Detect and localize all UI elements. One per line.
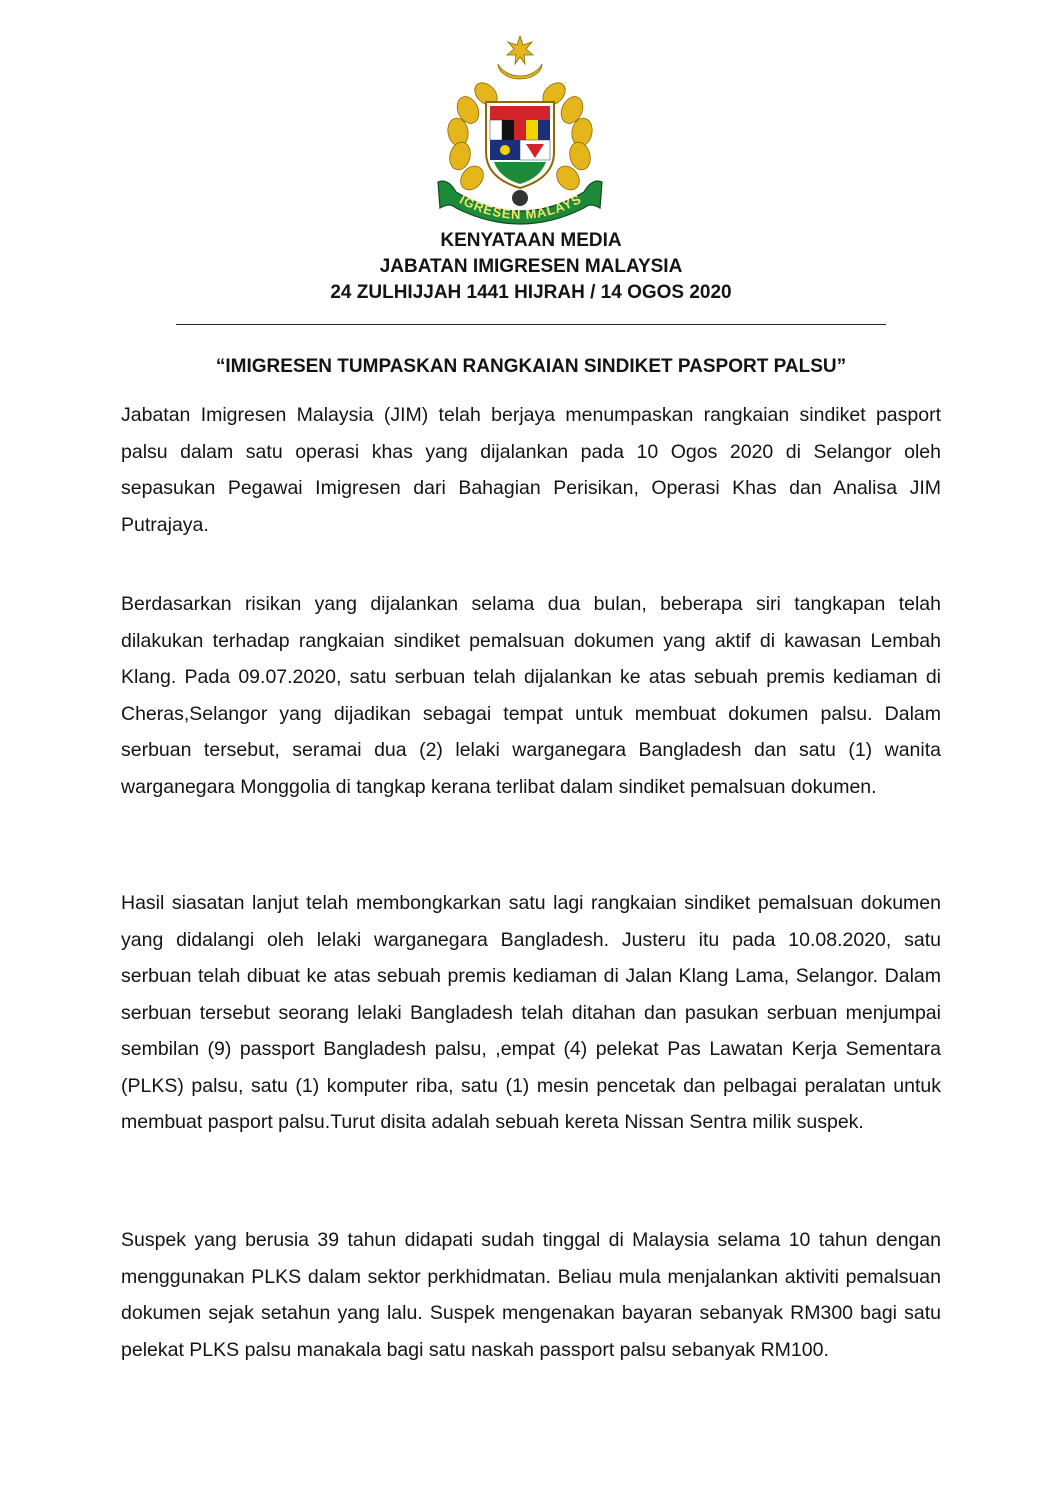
press-headline: “IMIGRESEN TUMPASKAN RANGKAIAN SINDIKET PASPORT PALSU” xyxy=(215,356,847,377)
header-title: KENYATAAN MEDIA xyxy=(440,230,622,251)
imigresen-malaysia-crest-logo xyxy=(428,32,612,232)
header-date: 24 ZULHIJJAH 1441 HIJRAH / 14 OGOS 2020 xyxy=(330,282,732,303)
header-divider xyxy=(176,324,886,325)
svg-text:IMIGRESEN MALAYSIA: IGRESEN MALAYS xyxy=(457,191,584,223)
press-header xyxy=(0,228,1062,306)
paragraph-text: Jabatan Imigresen Malaysia (JIM) telah berjaya menumpaskan rangkaian sindiket pasport palsu dalam satu operasi khas yang dijalankan pada 10 Ogos 2020 di Selangor oleh sepasukan Pegawai Imigresen dari Bahagian Perisikan, Operasi Khas dan Analisa JIM Putrajaya. xyxy=(121,404,941,536)
paragraph-text: Suspek yang berusia 39 tahun didapati sudah tinggal di Malaysia selama 10 tahun dengan menggunakan PLKS dalam sektor perkhidmatan. Beliau mula menjalankan aktiviti pemalsuan dokumen sejak setahun yang lalu. Suspek mengenakan bayaran sebanyak RM300 bagi satu pelekat PLKS palsu manakala bagi satu naskah passport palsu sebanyak RM100. xyxy=(121,1229,941,1361)
paragraph-text: Berdasarkan risikan yang dijalankan selama dua bulan, beberapa siri tangkapan telah dilakukan terhadap rangkaian sindiket pemalsuan dokumen yang aktif di kawasan Lembah Klang. Pada 09.07.2020, satu serbuan telah dijalankan ke atas sebuah premis kediaman di Cheras,Selangor yang dijadikan sebagai tempat untuk membuat dokumen palsu. Dalam serbuan tersebut, seramai dua (2) lelaki warganegara Bangladesh dan satu (1) wanita warganegara Monggolia di tangkap kerana terlibat dalam sindiket pemalsuan dokumen. xyxy=(121,593,941,798)
paragraph-text: Hasil siasatan lanjut telah membongkarkan satu lagi rangkaian sindiket pemalsuan dokumen yang didalangi oleh lelaki warganegara Bangladesh. Justeru itu pada 10.08.2020, satu serbuan telah dibuat ke atas sebuah premis kediaman di Jalan Klang Lama, Selangor. Dalam serbuan tersebut seorang lelaki Bangladesh telah ditahan dan pasukan serbuan menjumpai sembilan (9) passport Bangladesh palsu, ,empat (4) pelekat Pas Lawatan Kerja Sementara (PLKS) palsu, satu (1) komputer riba, satu (1) mesin pencetak dan pelbagai peralatan untuk membuat pasport palsu.Turut disita adalah sebuah kereta Nissan Sentra milik suspek. xyxy=(121,892,941,1133)
header-department: JABATAN IMIGRESEN MALAYSIA xyxy=(379,256,683,277)
paragraph-2 xyxy=(121,586,941,805)
paragraph-3 xyxy=(121,885,941,1141)
paragraph-1 xyxy=(121,397,941,543)
paragraph-4 xyxy=(121,1222,941,1368)
